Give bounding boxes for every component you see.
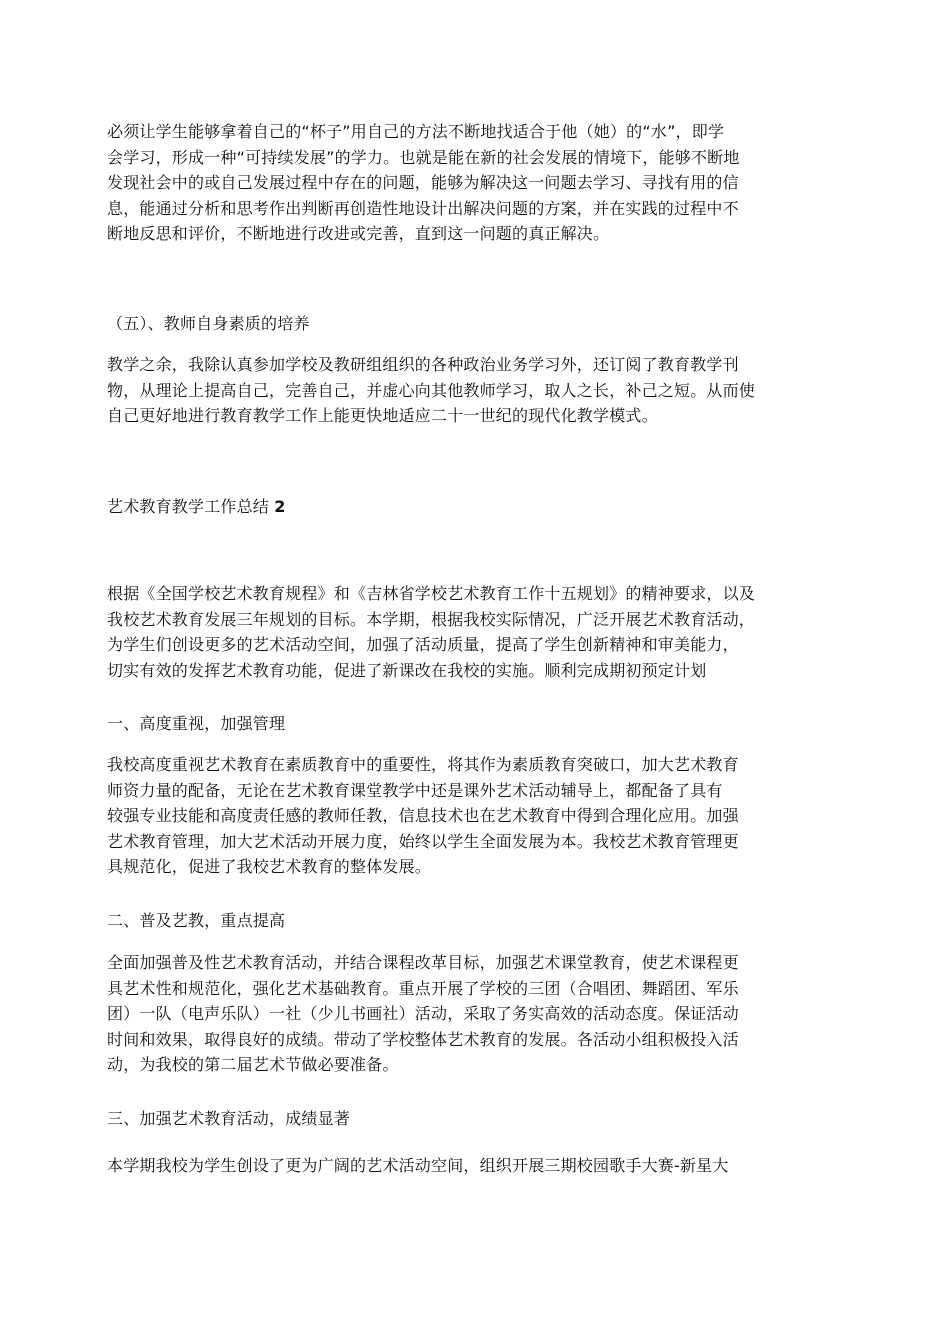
paragraph-activities: 本学期我校为学生创设了更为广阔的艺术活动空间，组织开展三期校园歌手大赛-新星大 (107, 1156, 729, 1175)
paragraph-management: 我校高度重视艺术教育在素质教育中的重要性，将其作为素质教育突破口，加大艺术教育 师资力量的配备，无论在艺术教育课堂教学中还是课外艺术活动辅导上，都配备了具有 较强专业技能和高度责任感的教师任教，信息技术也在艺术教育中得到合理化应用。加强 艺术教育管理，加大艺术活动开展力度，始终以学生全面发展为本。我校艺术教育管理更 具规范化，促进了我校艺术教育的整体发展。 (107, 755, 739, 877)
title-number: 2 (274, 497, 286, 516)
paragraph-art-education-intro: 根据《全国学校艺术教育规程》和《吉林省学校艺术教育工作十五规划》的精神要求，以及 我校艺术教育发展三年规划的目标。本学期，根据我校实际情况，广泛开展艺术教育活动， 为学生们创设更多的艺术活动空间，加强了活动质量，提高了学生创新精神和审美能力， 切实有效的发挥艺术教育功能，促进了新课改在我校的实施。顺利完成期初预定计划 (107, 584, 756, 680)
section-heading-popularize: 二、普及艺教，重点提高 (107, 911, 286, 930)
section-heading-teacher-quality: （五）、教师自身素质的培养 (107, 314, 310, 333)
section-heading-management: 一、高度重视，加强管理 (107, 714, 286, 733)
paragraph-learning-ability: 必须让学生能够拿着自己的“杯子”用自己的方法不断地找适合于他（她）的“水”，即学 会学习，形成一种“可持续发展”的学力。也就是能在新的社会发展的情境下，能够不断地 发现社会中的或自己发展过程中存在的问题，能够为解决这一问题去学习、寻找有用的信 息，能通过分析和思考作出判断再创造性地设计出解决问题的方案，并在实践的过程中不 断地反思和评价，不断地进行改进或完善，直到这一问题的真正解决。 (107, 122, 740, 244)
title-text: 艺术教育教学工作总结 (107, 497, 275, 516)
paragraph-teacher-study: 教学之余，我除认真参加学校及教研组组织的各种政治业务学习外，还订阅了教育教学刊 物，从理论上提高自己，完善自己，并虚心向其他教师学习，取人之长，补己之短。从而使 自己更好地进行教育教学工作上能更快地适应二十一世纪的现代化教学模式。 (107, 355, 756, 426)
document-title-summary-2 (107, 494, 867, 520)
section-heading-activities: 三、加强艺术教育活动，成绩显著 (107, 1109, 351, 1128)
paragraph-popularize: 全面加强普及性艺术教育活动，并结合课程改革目标，加强艺术课堂教育，使艺术课程更 具艺术性和规范化，强化艺术基础教育。重点开展了学校的三团（合唱团、舞蹈团、军乐 团）一队（电声乐队）一社（少儿书画社）活动，采取了务实高效的活动态度。保证活动 时间和效果，取得良好的成绩。带动了学校整体艺术教育的发展。各活动小组积极投入活 动，为我校的第二届艺术节做必要准备。 (107, 953, 739, 1075)
